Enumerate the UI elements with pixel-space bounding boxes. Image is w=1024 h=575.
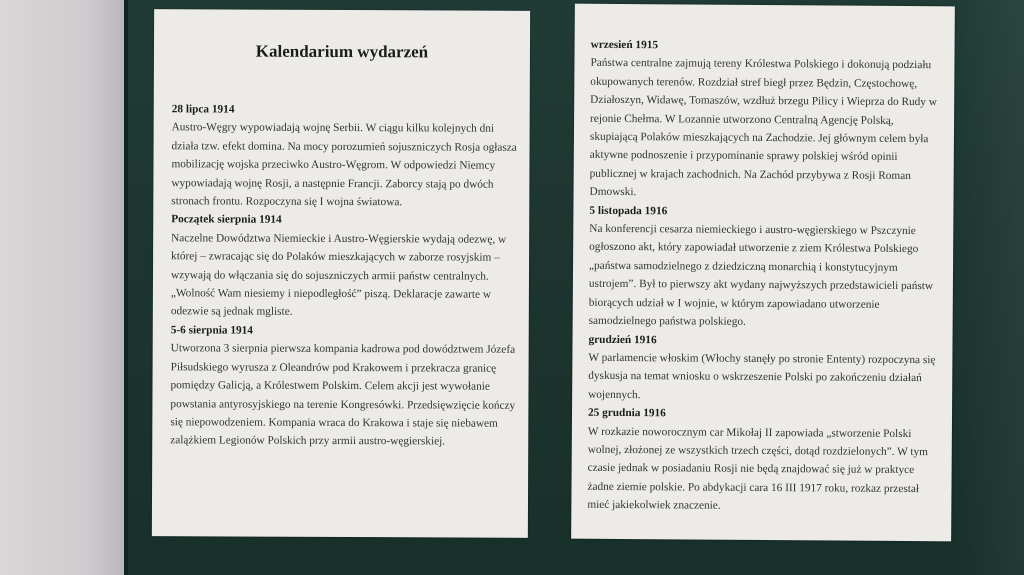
left-sheet	[152, 9, 530, 538]
entry-date: wrzesień 1915	[590, 38, 659, 52]
entry-text: W rozkazie noworocznym car Mikołaj II zapowiada „stworzenie Polski wolnej, złożonej ze wszystkich trzech części, dotąd rozdzielonych”. W tym czasie jednak w posiadaniu Rosji nie będą znajdować się już w praktyce żadne ziemie polskie. Po abdykacji cara 16 III 1917 roku, rozkaz przestał mieć jakiekolwiek znaczenie.	[587, 425, 929, 512]
entry-text: Utworzona 3 sierpnia pierwsza kompania kadrowa pod dowództwem Józefa Piłsudskiego wyrusza z Oleandrów pod Krakowem i przekracza granicę pomiędzy Galicją, a Królestwem Polskim. Celem akcji jest wywołanie powstania antyrosyjskiego na terenie Kongresówki. Przedsięwzięcie kończy się niepowodzeniem. Kompania wraca do Krakowa i staje się niebawem zalążkiem Legionów Polskich przy armii austro-węgierskiej.	[170, 342, 516, 448]
right-entries	[587, 36, 942, 517]
entry-text: Austro-Węgry wypowiadają wojnę Serbii. W ciągu kilku kolejnych dni działa tzw. efekt domina. Na mocy porozumień sojuszniczych Rosja ogłasza mobilizację wojska przeciwko Austro-Węgrom. W odpowiedzi Niemcy wypowiadają wojnę Rosji, a następnie Francji. Zaborcy stają po dwóch stronach frontu. Rozpoczyna się I wojna światowa.	[171, 121, 517, 209]
entry-text: Państwa centralne zajmują tereny Królestwa Polskiego i dokonują podziału okupowanych terenów. Rozdział stref biegł przez Będzin, Częstochowę, Działoszyn, Widawę, Tomaszów, wzdłuż brzegu Pilicy i Wieprza do Rudy w rejonie Chełma. W Lozannie utworzono Centralną Agencję Polską, skupiającą Polaków mieszkających na Zachodzie. Jej głównym celem była aktywne podnoszenie i przypominanie sprawy polskiej wśród opinii publicznej w krajach zachodnich. Na Zachód przybywa z Rosji Roman Dmowski.	[589, 57, 937, 199]
wall	[0, 0, 124, 575]
entry-date: Początek sierpnia 1914	[171, 213, 282, 227]
entry-text: Naczelne Dowództwa Niemieckie i Austro-Węgierskie wydają odezwę, w której – zwracając się do Polaków mieszkających w zaborze rosyjskim – wzywają do włączania się do sojuszniczych armii państw centralnych. „Wolność Wam niesiemy i niepodległość” piszą. Deklaracje zawarte w odezwie są jednak mgliste.	[170, 232, 507, 319]
entry-text: Na konferencji cesarza niemieckiego i austro-węgierskiego w Pszczynie ogłoszono akt, który zapowiadał utworzenie z ziem Królestwa Polskiego „państwa samodzielnego z dziedziczną monarchią i konstytucyjnym ustrojem”. Był to pierwszy akt wydany najwyższych przedstawicieli państw biorących udział w I wojnie, w którym zapowiadano utworzenie samodzielnego państwa polskiego.	[588, 222, 934, 328]
entry-date: 25 grudnia 1916	[587, 406, 666, 420]
entry-date: 5-6 sierpnia 1914	[170, 324, 253, 337]
entry-date: grudzień 1916	[588, 333, 657, 346]
left-entries	[170, 100, 518, 451]
entry-date: 28 lipca 1914	[171, 103, 235, 116]
sheet-title: Kalendarium wydarzeń	[255, 41, 429, 62]
board-edge	[124, 0, 128, 575]
glass-glare	[954, 0, 1024, 575]
right-sheet	[571, 4, 955, 542]
entry-text: W parlamencie włoskim (Włochy stanęły po stronie Ententy) rozpoczyna się dyskusja na temat wniosku o wskrzeszenie Polski po zakończeniu działań wojennych.	[588, 351, 936, 401]
entry-date: 5 listopada 1916	[589, 204, 668, 217]
